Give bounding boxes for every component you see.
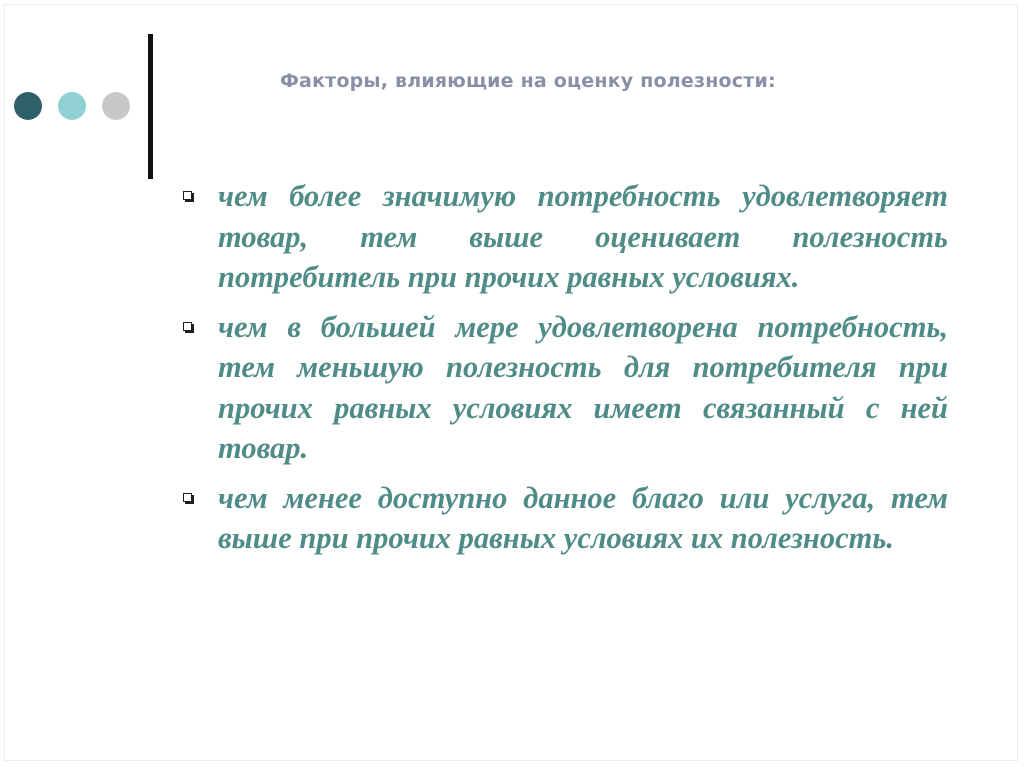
bullet-list [180, 176, 948, 568]
bullet-text: чем более значимую потребность удовлетворяет товар, тем выше оценивает полезность потребитель при прочих равных условиях. [218, 179, 948, 294]
decor-dot-gray [102, 92, 130, 120]
checkbox-square-icon [183, 322, 192, 331]
slide-title: Факторы, влияющие на оценку полезности: [280, 70, 776, 92]
checkbox-square-icon [183, 493, 192, 502]
decor-dot-dark [14, 92, 42, 120]
bullet-item [180, 307, 948, 469]
checkbox-square-icon [183, 191, 192, 200]
decor-vertical-bar [148, 34, 153, 179]
bullet-item [180, 478, 948, 559]
bullet-text: чем менее доступно данное благо или услуга, тем выше при прочих равных условиях их полезность. [218, 480, 948, 555]
bullet-item [180, 176, 948, 298]
decor-dot-light [58, 92, 86, 120]
bullet-text: чем в большей мере удовлетворена потребность, тем меньшую полезность для потребителя при прочих равных условиях имеет связанный с ней товар. [218, 309, 948, 465]
